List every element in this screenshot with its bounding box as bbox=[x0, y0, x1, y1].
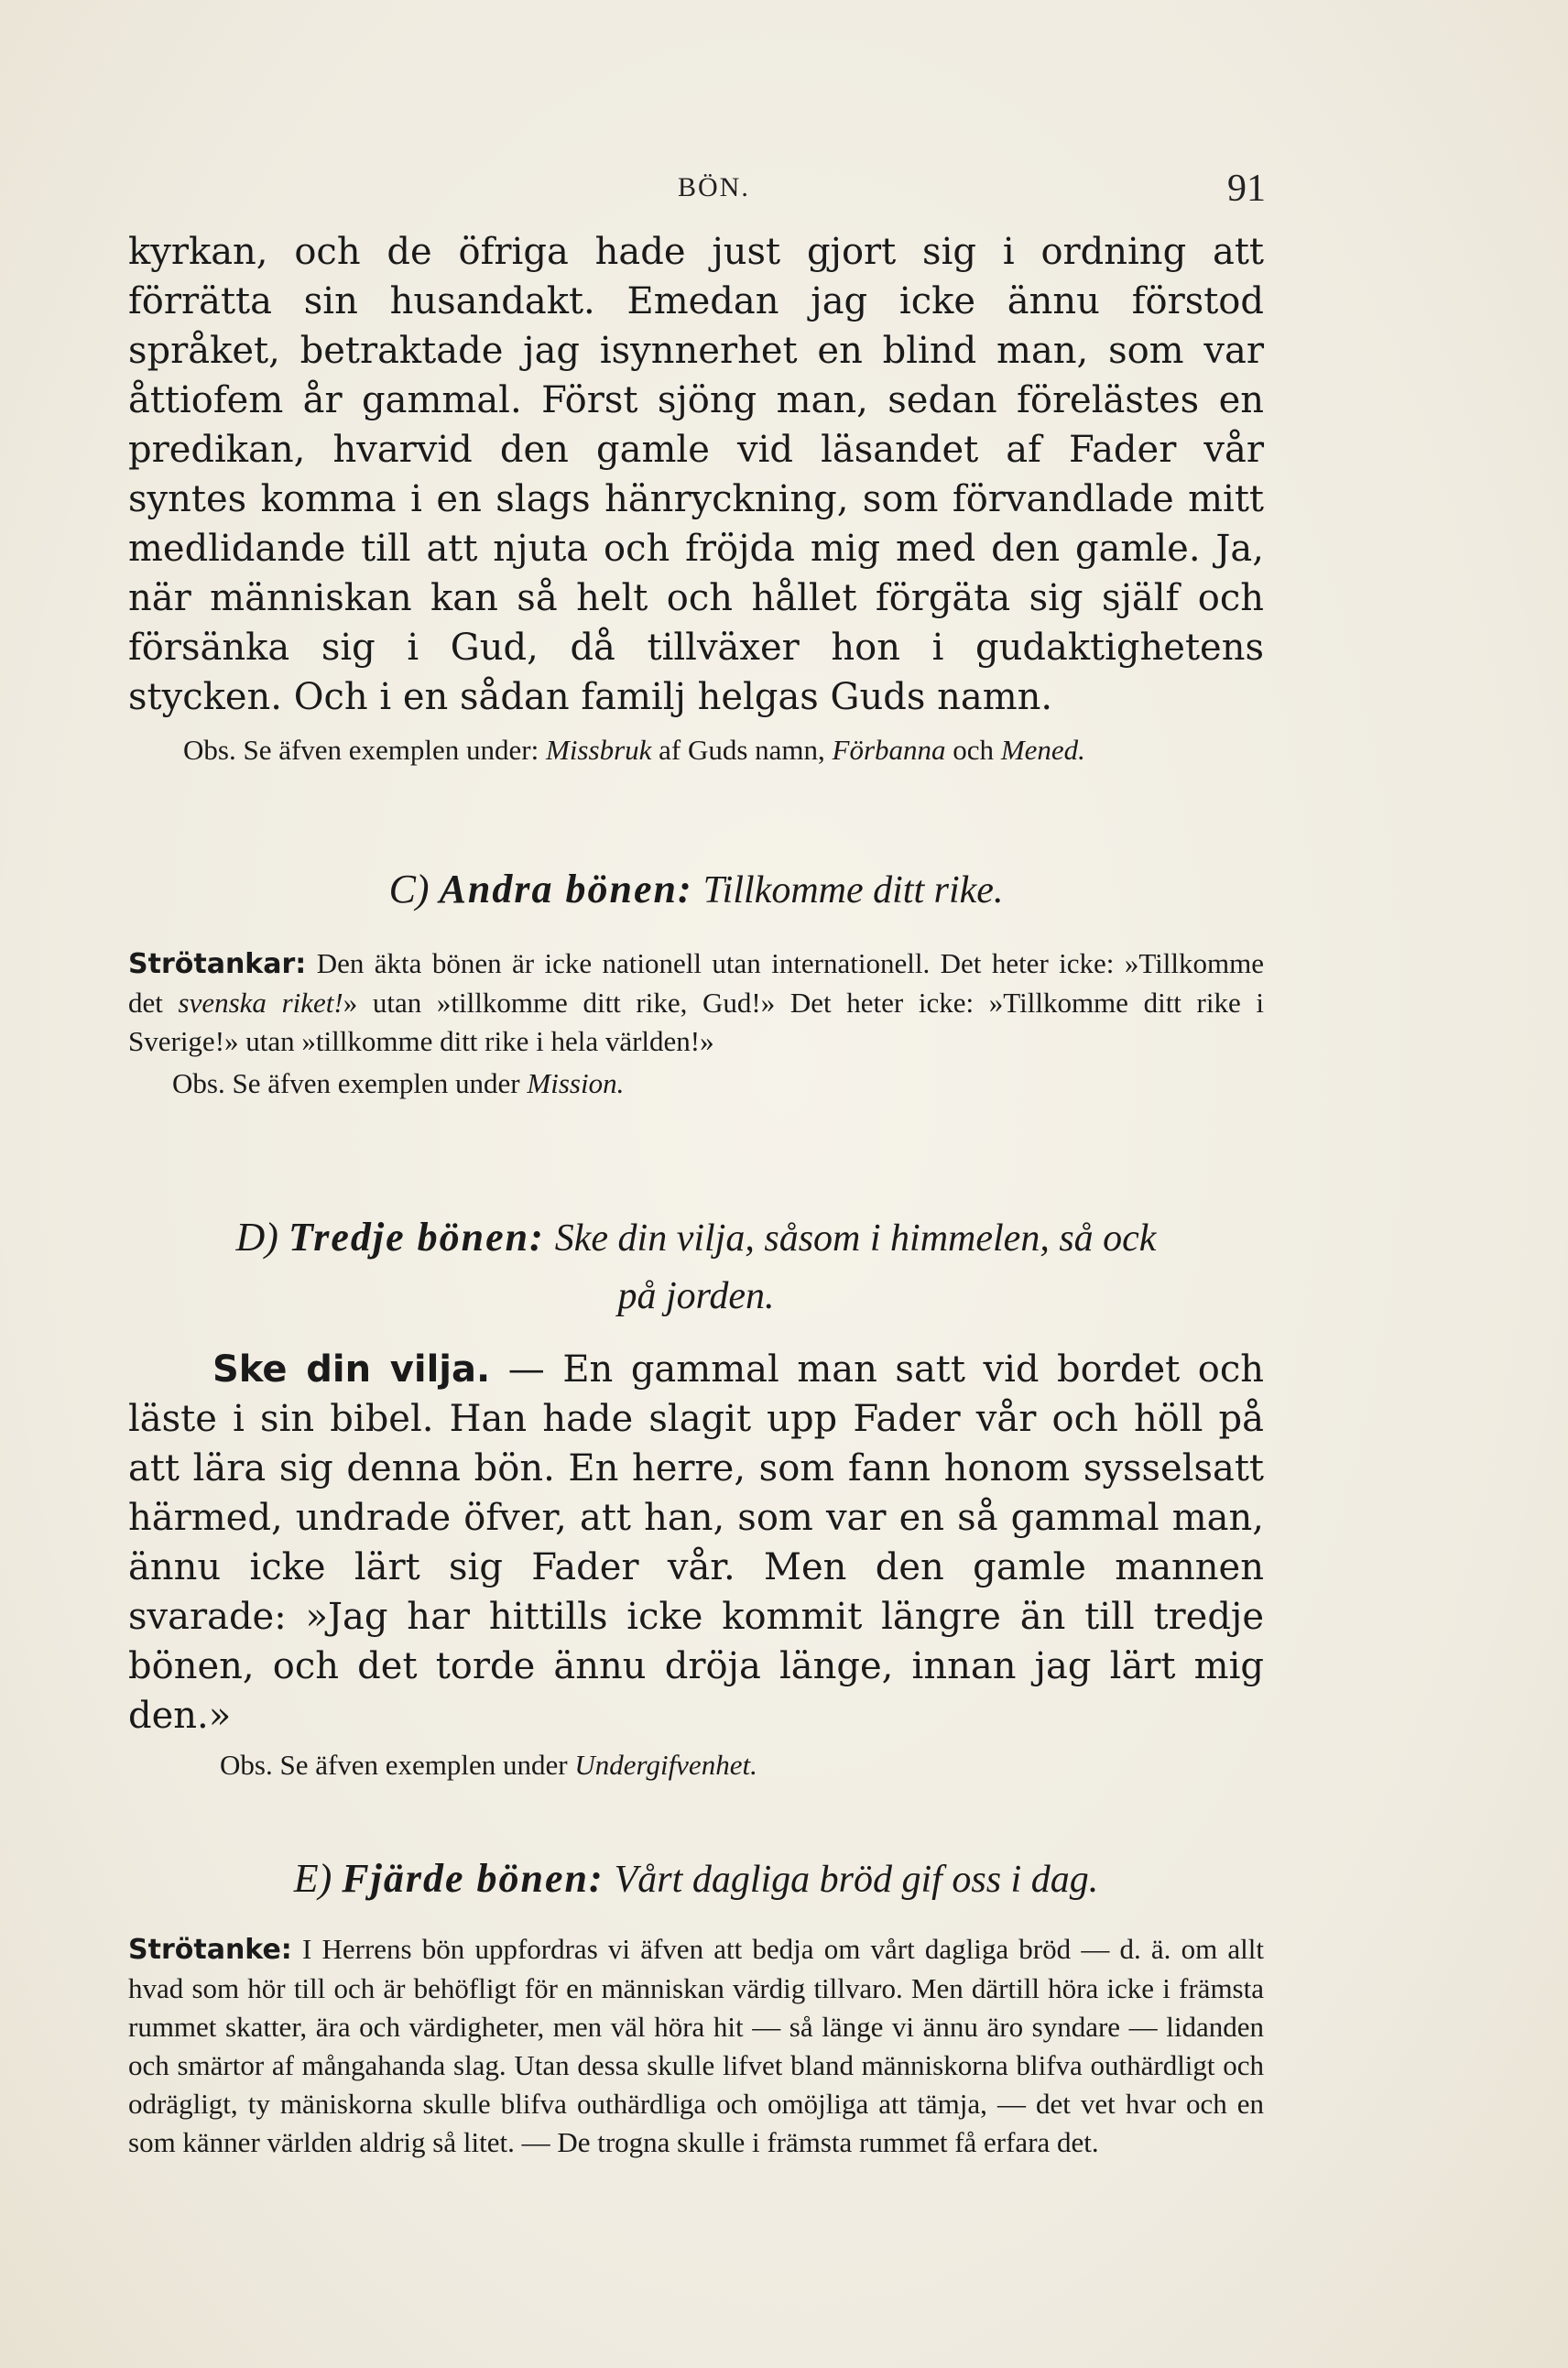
section-e-heading bbox=[128, 1850, 1264, 1908]
page-number: 91 bbox=[1227, 168, 1266, 210]
intro-note bbox=[128, 731, 1264, 769]
note-ref-forbanna: Förbanna bbox=[832, 734, 946, 766]
note-and: och bbox=[953, 734, 995, 766]
section-c-text-2: » utan »tillkomme ditt rike, Gud!» Det heter icke: »Tillkomme ditt rike i Sverige!» utan »tillkomme ditt rike i hela världen!» bbox=[128, 987, 1265, 1057]
section-e-title: Fjärde bönen: bbox=[342, 1856, 604, 1901]
section-d-letter: D) bbox=[235, 1215, 278, 1260]
section-e-strotanke bbox=[128, 1930, 1264, 2162]
note-ref-mission: Mission. bbox=[527, 1067, 625, 1099]
intro-paragraph: kyrkan, och de öfriga hade just gjort sig i ordning att förrätta sin husandakt. Emedan jag icke ännu förstod språket, betraktade jag isynnerhet en blind man, som var åttiofem år gammal. Först sjöng man, sedan förelästes en predikan, hvarvid den gamle vid läsandet af Fader vår syntes komma i en slags hänryckning, som förvandlade mitt medlidande till att njuta och fröjda mig med den gamle. Ja, när människan kan så helt och hållet förgäta sig själf och försänka sig i Gud, då tillväxer hon i gudaktighetens stycken. Och i en sådan familj helgas Guds namn. bbox=[128, 231, 1264, 718]
section-c-note bbox=[128, 1064, 1264, 1103]
section-c-lead: Strötankar: bbox=[128, 948, 307, 980]
section-c-prayer: Tillkomme ditt rike. bbox=[702, 869, 1004, 911]
section-c-emph: svenska riket! bbox=[178, 987, 343, 1019]
intro-section bbox=[128, 227, 1264, 769]
section-e-letter: E) bbox=[293, 1856, 332, 1901]
section-d bbox=[128, 1209, 1264, 1784]
section-c-title: Andra bönen: bbox=[439, 867, 693, 911]
note-ref-missbruk: Missbruk bbox=[546, 734, 652, 766]
section-c-heading bbox=[128, 861, 1264, 919]
section-c bbox=[128, 861, 1264, 1103]
note-prefix: Obs. Se äfven exemplen under bbox=[172, 1067, 520, 1099]
section-d-prayer-line2: på jorden. bbox=[617, 1275, 775, 1317]
note-ref-undergifvenhet: Undergifvenhet. bbox=[574, 1749, 757, 1781]
section-c-letter: C) bbox=[388, 867, 430, 911]
section-d-note bbox=[128, 1746, 1264, 1784]
section-c-text-1: Den äkta bönen är icke nationell utan internationell. Det heter icke: »Tillkomme det bbox=[128, 947, 1265, 1019]
section-d-title: Tredje bönen: bbox=[288, 1215, 545, 1260]
note-mid: af Guds namn, bbox=[659, 734, 825, 766]
section-d-paragraph bbox=[128, 1345, 1264, 1741]
section-c-strotankar bbox=[128, 944, 1264, 1061]
section-e bbox=[128, 1850, 1264, 2162]
note-prefix: Obs. Se äfven exemplen under: bbox=[183, 734, 539, 766]
section-e-prayer: Vårt dagliga bröd gif oss i dag. bbox=[614, 1859, 1099, 1901]
section-d-prayer-line1: Ske din vilja, såsom i himmelen, så ock bbox=[554, 1217, 1157, 1260]
section-d-lead: Ske din vilja. bbox=[212, 1348, 491, 1391]
note-ref-mened: Mened. bbox=[1000, 734, 1085, 766]
section-e-text: I Herrens bön uppfordras vi äfven att bedja om vårt dagliga bröd — d. ä. om allt hvad som hör till och är behöfligt för en människan värdig tillvaro. Men därtill höra icke i främsta rummet skatter, ära och värdigheter, men väl höra hit — så länge vi ännu äro syndare — lidanden och smärtor af mångahanda slag. Utan dessa skulle lifvet bland människorna blifva outhärdligt och odrägligt, ty mäniskorna skulle blifva outhärdliga och omöjliga att tämja, — det vet hvar och en som känner världen aldrig så litet. — De trogna skulle i främsta rummet få erfara det. bbox=[128, 1933, 1265, 2158]
note-prefix: Obs. Se äfven exemplen under bbox=[220, 1749, 568, 1781]
section-d-text: — En gammal man satt vid bordet och läste i sin bibel. Han hade slagit upp Fader vår och höll på att lära sig denna bön. En herre, som fann honom sysselsatt härmed, undrade öfver, att han, som var en så gammal man, ännu icke lärt sig Fader vår. Men den gamle mannen svarade: »Jag har hittills icke kommit längre än till tredje bönen, och det torde ännu dröja länge, innan jag lärt mig den.» bbox=[128, 1348, 1264, 1737]
section-d-heading bbox=[128, 1209, 1264, 1325]
section-e-lead: Strötanke: bbox=[128, 1934, 292, 1966]
running-head: BÖN. bbox=[678, 172, 750, 202]
